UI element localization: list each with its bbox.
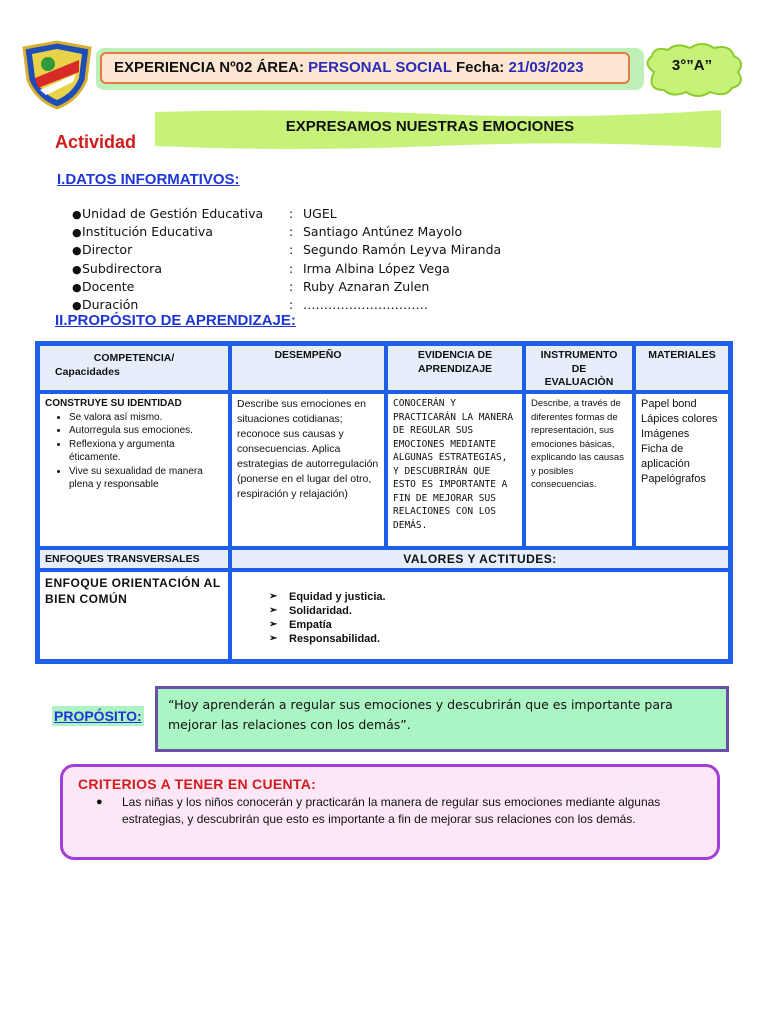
capacidad-item: • Reflexiona y argumenta éticamente.	[69, 438, 223, 465]
desempeno-cell: Describe sus emociones en situaciones cotidianas; reconoce sus causas y consecuencias. Aplica estrategias de autorregulación (ponerse en el lugar del otro, respiración y relajación)	[230, 392, 386, 548]
activity-label: Actividad	[55, 132, 137, 152]
info-value: Irma Albina López Vega	[303, 261, 450, 276]
info-row	[72, 224, 462, 239]
info-label: Docente	[82, 279, 135, 294]
fecha-label: Fecha:	[455, 59, 505, 76]
bullet-icon: ●	[72, 208, 82, 221]
valores-cell	[230, 570, 730, 661]
info-label: Institución Educativa	[82, 224, 213, 239]
section-datos-informativos-title: I.DATOS INFORMATIVOS:	[57, 171, 240, 188]
header-materiales: MATERIALES	[634, 344, 730, 392]
info-row	[72, 261, 450, 276]
proposito-label: PROPÓSITO:	[54, 708, 142, 724]
school-logo	[18, 40, 96, 110]
valores-header: VALORES Y ACTITUDES:	[230, 548, 730, 570]
capacidad-item: • Se valora así mismo.	[69, 411, 223, 425]
material-item: Imágenes	[641, 428, 690, 440]
area-value: PERSONAL SOCIAL	[308, 59, 452, 76]
info-row	[72, 279, 429, 294]
experiencia-label: EXPERIENCIA Nº02	[114, 59, 253, 76]
info-row	[72, 242, 501, 257]
competencia-title: CONSTRUYE SU IDENTIDAD	[45, 398, 182, 409]
bullet-icon: ●	[72, 263, 82, 276]
bullet-icon: ●	[72, 299, 82, 312]
valores-list	[237, 590, 723, 646]
criterios-title: CRITERIOS A TENER EN CUENTA:	[78, 776, 317, 792]
grade-label: 3°”A”	[671, 57, 713, 74]
info-label: Director	[82, 242, 133, 257]
material-item: Papelógrafos	[641, 473, 706, 485]
info-row	[72, 297, 428, 312]
colon: :	[289, 261, 294, 276]
info-value: Segundo Ramón Leyva Miranda	[303, 242, 502, 257]
area-label: ÁREA:	[256, 59, 304, 76]
bullet-icon: ●	[72, 281, 82, 294]
info-value: Santiago Antúnez Mayolo	[303, 224, 463, 239]
header-competencia	[38, 344, 230, 392]
info-value: Ruby Aznaran Zulen	[303, 279, 430, 294]
bullet-icon: ●	[72, 226, 82, 239]
valor-item: ➢ Responsabilidad.	[289, 632, 723, 646]
criterios-item-text: Las niñas y los niños conocerán y practicarán la manera de regular sus emociones mediante algunas estrategias, y descubrirán que esto es importante a fin de mejorar sus relaciones con los demás.	[122, 795, 661, 826]
colon: :	[289, 279, 294, 294]
instrumento-cell: Describe, a través de diferentes formas de representación, sus emociones básicas, explicando las causas y posibles consecuencias.	[524, 392, 634, 548]
capacidades-list	[45, 411, 223, 492]
valor-item: ➢ Solidaridad.	[289, 604, 723, 618]
header-competencia-text: COMPETENCIA/	[93, 352, 175, 364]
activity-title: EXPRESAMOS NUESTRAS EMOCIONES	[285, 118, 575, 135]
header-evidencia: EVIDENCIA DE APRENDIZAJE	[386, 344, 524, 392]
enfoques-header: ENFOQUES TRANSVERSALES	[38, 548, 230, 570]
criterios-item	[96, 794, 696, 828]
info-label: Subdirectora	[82, 261, 162, 276]
material-item: Ficha de aplicación	[641, 443, 690, 470]
proposito-box: “Hoy aprenderán a regular sus emociones y descubrirán que es importante para mejorar las relaciones con los demás”.	[155, 686, 729, 752]
colon: :	[289, 224, 294, 239]
colon: :	[289, 297, 294, 312]
evidencia-cell: CONOCERÁN Y PRACTICARÁN LA MANERA DE REGULAR SUS EMOCIONES MEDIANTE ALGUNAS ESTRATEGIAS, Y DESCUBRIRÁN QUE ESTO ES IMPORTANTE A FIN DE MEJORAR SUS RELACIONES CON LOS DEMÁS.	[386, 392, 524, 548]
colon: :	[289, 242, 294, 257]
competencia-cell	[38, 392, 230, 548]
header-capacidades-text: Capacidades	[55, 365, 120, 378]
info-row	[72, 206, 337, 221]
header-info-bar	[100, 52, 630, 84]
capacidad-item: • Vive su sexualidad de manera plena y responsable	[69, 465, 223, 492]
enfoque-cell: ENFOQUE ORIENTACIÓN AL BIEN COMÚN	[38, 570, 230, 661]
valor-item: ➢ Equidad y justicia.	[289, 590, 723, 604]
colon: :	[289, 206, 294, 221]
bullet-icon: ●	[96, 796, 103, 808]
learning-table	[35, 341, 733, 664]
section-proposito-title: II.PROPÓSITO DE APRENDIZAJE:	[55, 312, 296, 329]
capacidad-item: • Autorregula sus emociones.	[69, 424, 223, 438]
header-desempeno: DESEMPEÑO	[230, 344, 386, 392]
material-item: Papel bond	[641, 398, 697, 410]
info-value: UGEL	[303, 206, 337, 221]
materiales-cell	[634, 392, 730, 548]
info-label: Unidad de Gestión Educativa	[82, 206, 264, 221]
fecha-value: 21/03/2023	[508, 59, 584, 76]
info-value: …………………………	[303, 297, 428, 312]
material-item: Lápices colores	[641, 413, 718, 425]
bullet-icon: ●	[72, 244, 82, 257]
info-label: Duración	[82, 297, 139, 312]
valor-item: ➢ Empatía	[289, 618, 723, 632]
header-instrumento: INSTRUMENTO DE EVALUACIÒN	[524, 344, 634, 392]
